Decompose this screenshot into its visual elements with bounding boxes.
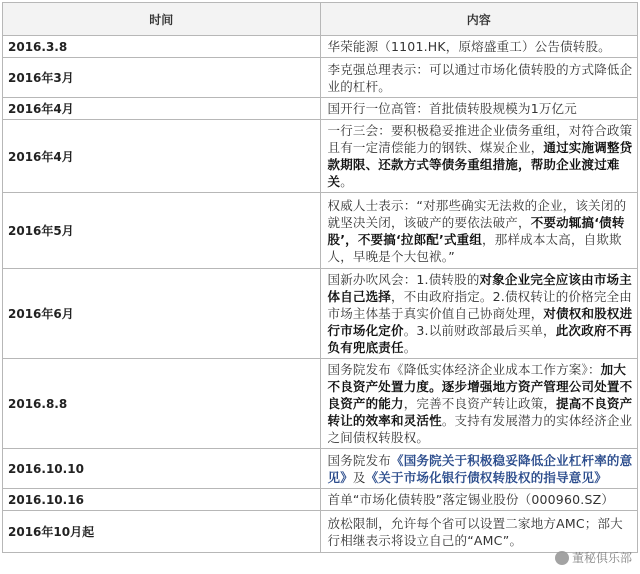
table-row bbox=[3, 98, 638, 120]
content-text: 。 bbox=[403, 340, 417, 355]
content-emphasis: 《国务院关于积极稳妥降低企业杠杆率的意见》 bbox=[327, 452, 633, 485]
content-text: 权威人士表示：“对那些确实无法救的企业，该关闭的就坚决关闭，该破产的要依法破产， bbox=[327, 197, 627, 230]
row-content bbox=[320, 98, 638, 120]
content-column-header: 内容 bbox=[320, 3, 638, 36]
table-row bbox=[3, 269, 638, 359]
row-date: 2016.10.10 bbox=[3, 449, 321, 489]
row-date: 2016.3.8 bbox=[3, 36, 321, 58]
watermark bbox=[555, 549, 632, 566]
time-column-header: 时间 bbox=[3, 3, 321, 36]
content-text: 国务院发布 bbox=[327, 452, 392, 468]
content-emphasis: 不要动辄搞‘债转股’，不要搞‘拉郎配’式重组 bbox=[327, 214, 625, 247]
content-emphasis: 对债权和股权进行市场化定价 bbox=[327, 306, 633, 338]
content-text: 及 bbox=[352, 469, 366, 485]
row-date: 2016年10月起 bbox=[3, 511, 321, 553]
wechat-logo-icon bbox=[555, 551, 569, 565]
content-text: ，那样成本太高，自欺欺人，早晚是个大包袱。” bbox=[327, 231, 622, 264]
row-content bbox=[320, 193, 638, 269]
table-row bbox=[3, 58, 638, 98]
content-text: 李克强总理表示：可以通过市场化债转股的方式降低企业的杠杆。 bbox=[327, 61, 633, 94]
row-date: 2016.8.8 bbox=[3, 359, 321, 449]
table-row bbox=[3, 449, 638, 489]
row-date: 2016年4月 bbox=[3, 120, 321, 193]
content-text: 。 bbox=[340, 174, 353, 189]
content-text: 一行三会：要积极稳妥推进企业债务重组，对符合政策且有一定清偿能力的钢铁、煤炭企业， bbox=[327, 123, 633, 155]
table-row bbox=[3, 511, 638, 553]
watermark-text: 董秘俱乐部 bbox=[571, 551, 632, 565]
row-content bbox=[320, 449, 638, 489]
timeline-table bbox=[2, 2, 638, 553]
row-date: 2016年4月 bbox=[3, 98, 321, 120]
content-text: ，不由政府指定。2.债权转让的价格完全由市场主体基于真实价值自己协商处理， bbox=[327, 289, 632, 321]
content-text: 。3.以前财政部最后买单， bbox=[403, 323, 556, 338]
content-text: 华荣能源（1101.HK，原熔盛重工）公告债转股。 bbox=[327, 39, 611, 54]
content-text: 国新办吹风会：1.债转股的 bbox=[327, 272, 480, 287]
table-row bbox=[3, 359, 638, 449]
content-emphasis: 《关于市场化银行债权转股权的指导意见》 bbox=[365, 469, 607, 485]
content-text: 国务院发布《降低实体经济企业成本工作方案》： bbox=[327, 362, 601, 377]
row-content bbox=[320, 489, 638, 511]
table-row bbox=[3, 36, 638, 58]
table-row bbox=[3, 489, 638, 511]
row-content bbox=[320, 36, 638, 58]
content-text: 首单“市场化债转股”落定锡业股份（000960.SZ） bbox=[327, 492, 615, 507]
content-text: 。支持有发展潜力的实体经济企业之间债权转股权。 bbox=[327, 413, 633, 445]
content-emphasis: 提高不良资产转让的效率和灵活性 bbox=[327, 396, 633, 428]
content-emphasis: 加大不良资产处置力度。逐步增强地方资产管理公司处置不良资产的能力 bbox=[327, 362, 633, 411]
row-date: 2016年5月 bbox=[3, 193, 321, 269]
table-row bbox=[3, 193, 638, 269]
row-content bbox=[320, 359, 638, 449]
content-emphasis: 此次政府不再负有兜底责任 bbox=[327, 323, 632, 355]
content-text: ，完善不良资产转让政策， bbox=[403, 396, 557, 411]
row-date: 2016年3月 bbox=[3, 58, 321, 98]
table-header-row bbox=[3, 3, 638, 36]
row-content bbox=[320, 511, 638, 553]
table-row bbox=[3, 120, 638, 193]
content-emphasis: 通过实施调整贷款期限、还款方式等债务重组措施，帮助企业渡过难关 bbox=[327, 140, 633, 189]
row-content bbox=[320, 269, 638, 359]
content-text: 国开行一位高管：首批债转股规模为1万亿元 bbox=[327, 101, 577, 116]
row-content bbox=[320, 58, 638, 98]
row-date: 2016.10.16 bbox=[3, 489, 321, 511]
row-date: 2016年6月 bbox=[3, 269, 321, 359]
row-content bbox=[320, 120, 638, 193]
content-emphasis: 对象企业完全应该由市场主体自己选择 bbox=[327, 272, 632, 304]
content-text: 放松限制，允许每个省可以设置二家地方AMC；部大行相继表示将设立自己的“AMC”。 bbox=[327, 515, 623, 548]
